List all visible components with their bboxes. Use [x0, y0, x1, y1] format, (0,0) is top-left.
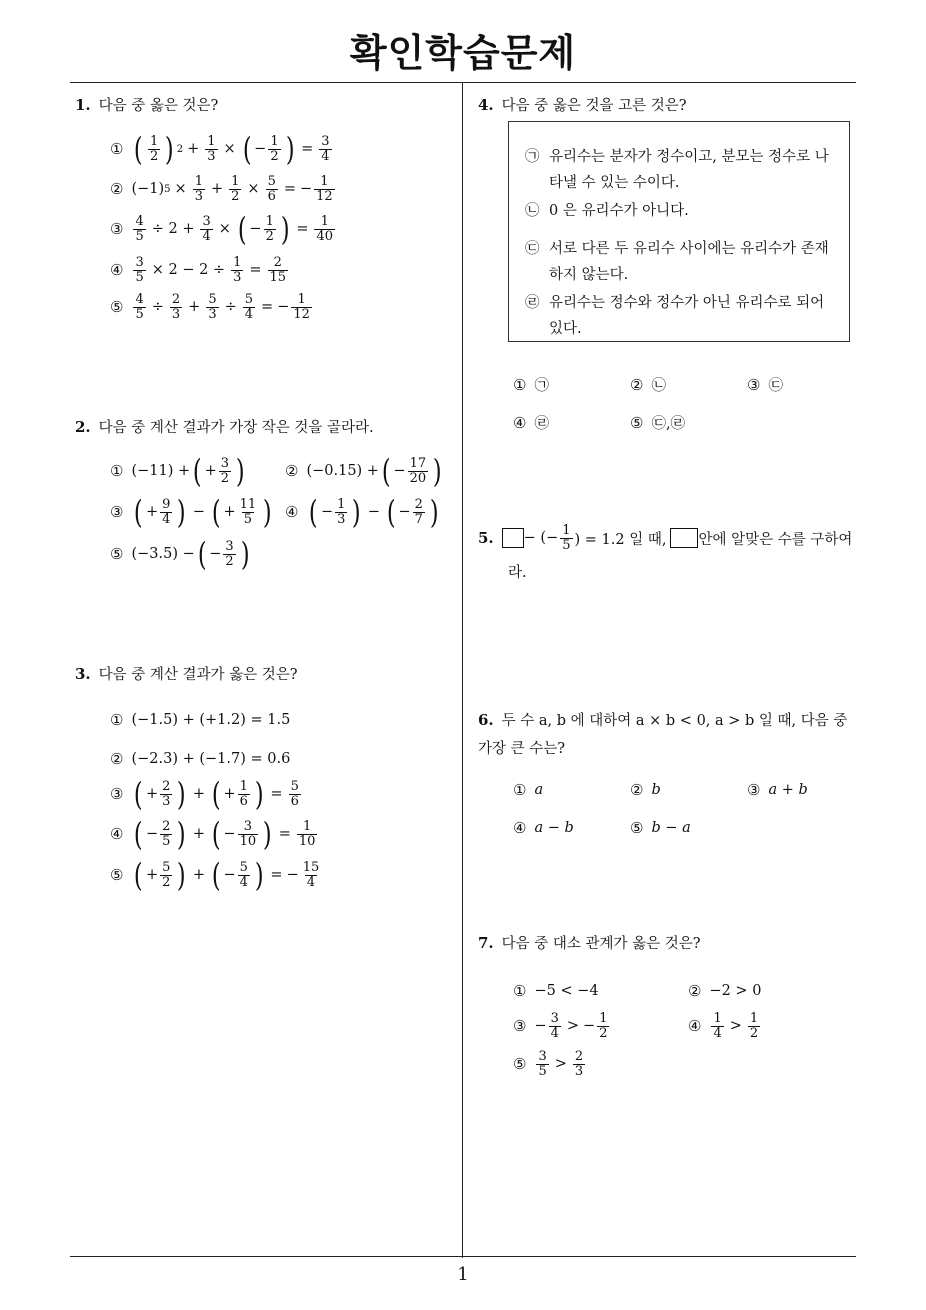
- bottom-rule: [70, 1256, 856, 1257]
- q4-option-5[interactable]: ⑤ ㉢,㉣: [630, 413, 686, 432]
- q7-option-1[interactable]: ① −5 < −4: [513, 982, 599, 1000]
- answer-blank-1[interactable]: [502, 528, 524, 548]
- q6-option-2[interactable]: ② b: [630, 781, 661, 799]
- q3-option-1[interactable]: ① (−1.5) + (+1.2) = 1.5: [110, 711, 291, 729]
- statement-3: ㉢ 서로 다른 두 유리수 사이에는 유리수가 존재하지 않는다.: [525, 241, 829, 283]
- column-divider: [462, 83, 463, 1258]
- q7-option-3[interactable]: ③ − $\frac{3}{4}$ > − $\frac{1}{2}$: [513, 1011, 608, 1041]
- q1-option-4[interactable]: ④ $\frac{3}{5}$ × 2 − 2 ÷ $\frac{1}{3}$ = $\frac{2}{15}$: [110, 255, 287, 285]
- q4-option-3[interactable]: ③ ㉢: [747, 375, 783, 394]
- question-number: 1.: [75, 96, 91, 114]
- q7-option-2[interactable]: ② −2 > 0: [688, 982, 762, 1000]
- statement-box: [508, 121, 850, 342]
- question-text: 다음 중 옳은 것은?: [98, 98, 219, 114]
- question-3: 3. 다음 중 계산 결과가 옳은 것은?: [75, 665, 298, 683]
- question-2: 2. 다음 중 계산 결과가 가장 작은 것을 골라라.: [75, 418, 374, 436]
- q2-option-2[interactable]: ② (−0.15) + ( − $\frac{17}{20}$ ): [285, 452, 442, 490]
- page-title: 확인학습문제: [349, 31, 577, 75]
- q7-option-4[interactable]: ④ $\frac{1}{4}$ > $\frac{1}{2}$: [688, 1011, 759, 1041]
- q6-option-1[interactable]: ① a: [513, 781, 544, 799]
- q6-option-4[interactable]: ④ a − b: [513, 819, 574, 837]
- q1-option-3[interactable]: ③ $\frac{4}{5}$ ÷ 2 + $\frac{3}{4}$ × ( − $\frac{1}{2}$ ) = $\frac{1}{40}$: [110, 210, 334, 248]
- question-1: [75, 94, 218, 115]
- page-number: 1: [457, 1264, 469, 1285]
- q2-option-4[interactable]: ④ ( − $\frac{1}{3}$ ) − ( − $\frac{2}{7}$ ): [285, 493, 439, 531]
- q4-option-1[interactable]: ① ㉠: [513, 375, 549, 394]
- q3-option-3[interactable]: ③ ( + $\frac{2}{3}$ ) + ( + $\frac{1}{6}$ ) = $\frac{5}{6}$: [110, 775, 299, 813]
- q4-option-2[interactable]: ② ㉡: [630, 375, 666, 394]
- q7-option-5[interactable]: ⑤ $\frac{3}{5}$ > $\frac{2}{3}$: [513, 1049, 584, 1079]
- q3-option-4[interactable]: ④ ( − $\frac{2}{5}$ ) + ( − $\frac{3}{10}$ ) = $\frac{1}{10}$: [110, 815, 316, 853]
- question-7: 7. 다음 중 대소 관계가 옳은 것은?: [478, 934, 701, 952]
- q3-option-5[interactable]: ⑤ ( + $\frac{5}{2}$ ) + ( − $\frac{5}{4}$ ) = − $\frac{15}{4}$: [110, 856, 320, 894]
- q2-option-1[interactable]: ① (−11) + ( + $\frac{3}{2}$ ): [110, 452, 245, 490]
- q6-option-5[interactable]: ⑤ b − a: [630, 819, 691, 837]
- q1-option-1[interactable]: ① ( $\frac{1}{2}$ ) 2 + $\frac{1}{3}$ × ( − $\frac{1}{2}$ ) = $\frac{3}{4}$: [110, 130, 330, 168]
- top-rule: [70, 82, 856, 83]
- statement-1: ㉠ 유리수는 분자가 정수이고, 분모는 정수로 나타낼 수 있는 수이다.: [525, 149, 829, 191]
- statement-2: ㉡ 0 은 유리수가 아니다.: [525, 203, 689, 219]
- q6-option-3[interactable]: ③ a + b: [747, 781, 808, 799]
- q2-option-3[interactable]: ③ ( + $\frac{9}{4}$ ) − ( + $\frac{11}{5}$ ): [110, 493, 272, 531]
- question-5: 5. − (− $\frac{1}{5}$ ) = 1.2 일 때, 안에 알맞은 수를 구하여: [478, 523, 853, 553]
- q1-option-2[interactable]: ② (−1) 5 × $\frac{1}{3}$ + $\frac{1}{2}$ × $\frac{5}{6}$ = − $\frac{1}{12}$: [110, 174, 333, 204]
- question-5-continued: 라.: [508, 565, 527, 581]
- q1-option-5[interactable]: ⑤ $\frac{4}{5}$ ÷ $\frac{2}{3}$ + $\frac{5}{3}$ ÷ $\frac{5}{4}$ = − $\frac{1}{12}$: [110, 292, 310, 322]
- q4-option-4[interactable]: ④ ㉣: [513, 413, 549, 432]
- question-6: 6. 두 수 a, b 에 대하여 a × b < 0, a > b 일 때, 다음 중 가장 큰 수는?: [478, 711, 848, 757]
- q3-option-2[interactable]: ② (−2.3) + (−1.7) = 0.6: [110, 750, 291, 768]
- q2-option-5[interactable]: ⑤ (−3.5) − ( − $\frac{3}{2}$ ): [110, 535, 250, 573]
- statement-4: ㉣ 유리수는 정수와 정수가 아닌 유리수로 되어 있다.: [525, 295, 825, 337]
- answer-blank-2[interactable]: [670, 528, 698, 548]
- question-4: 4. 다음 중 옳은 것을 고른 것은?: [478, 96, 687, 114]
